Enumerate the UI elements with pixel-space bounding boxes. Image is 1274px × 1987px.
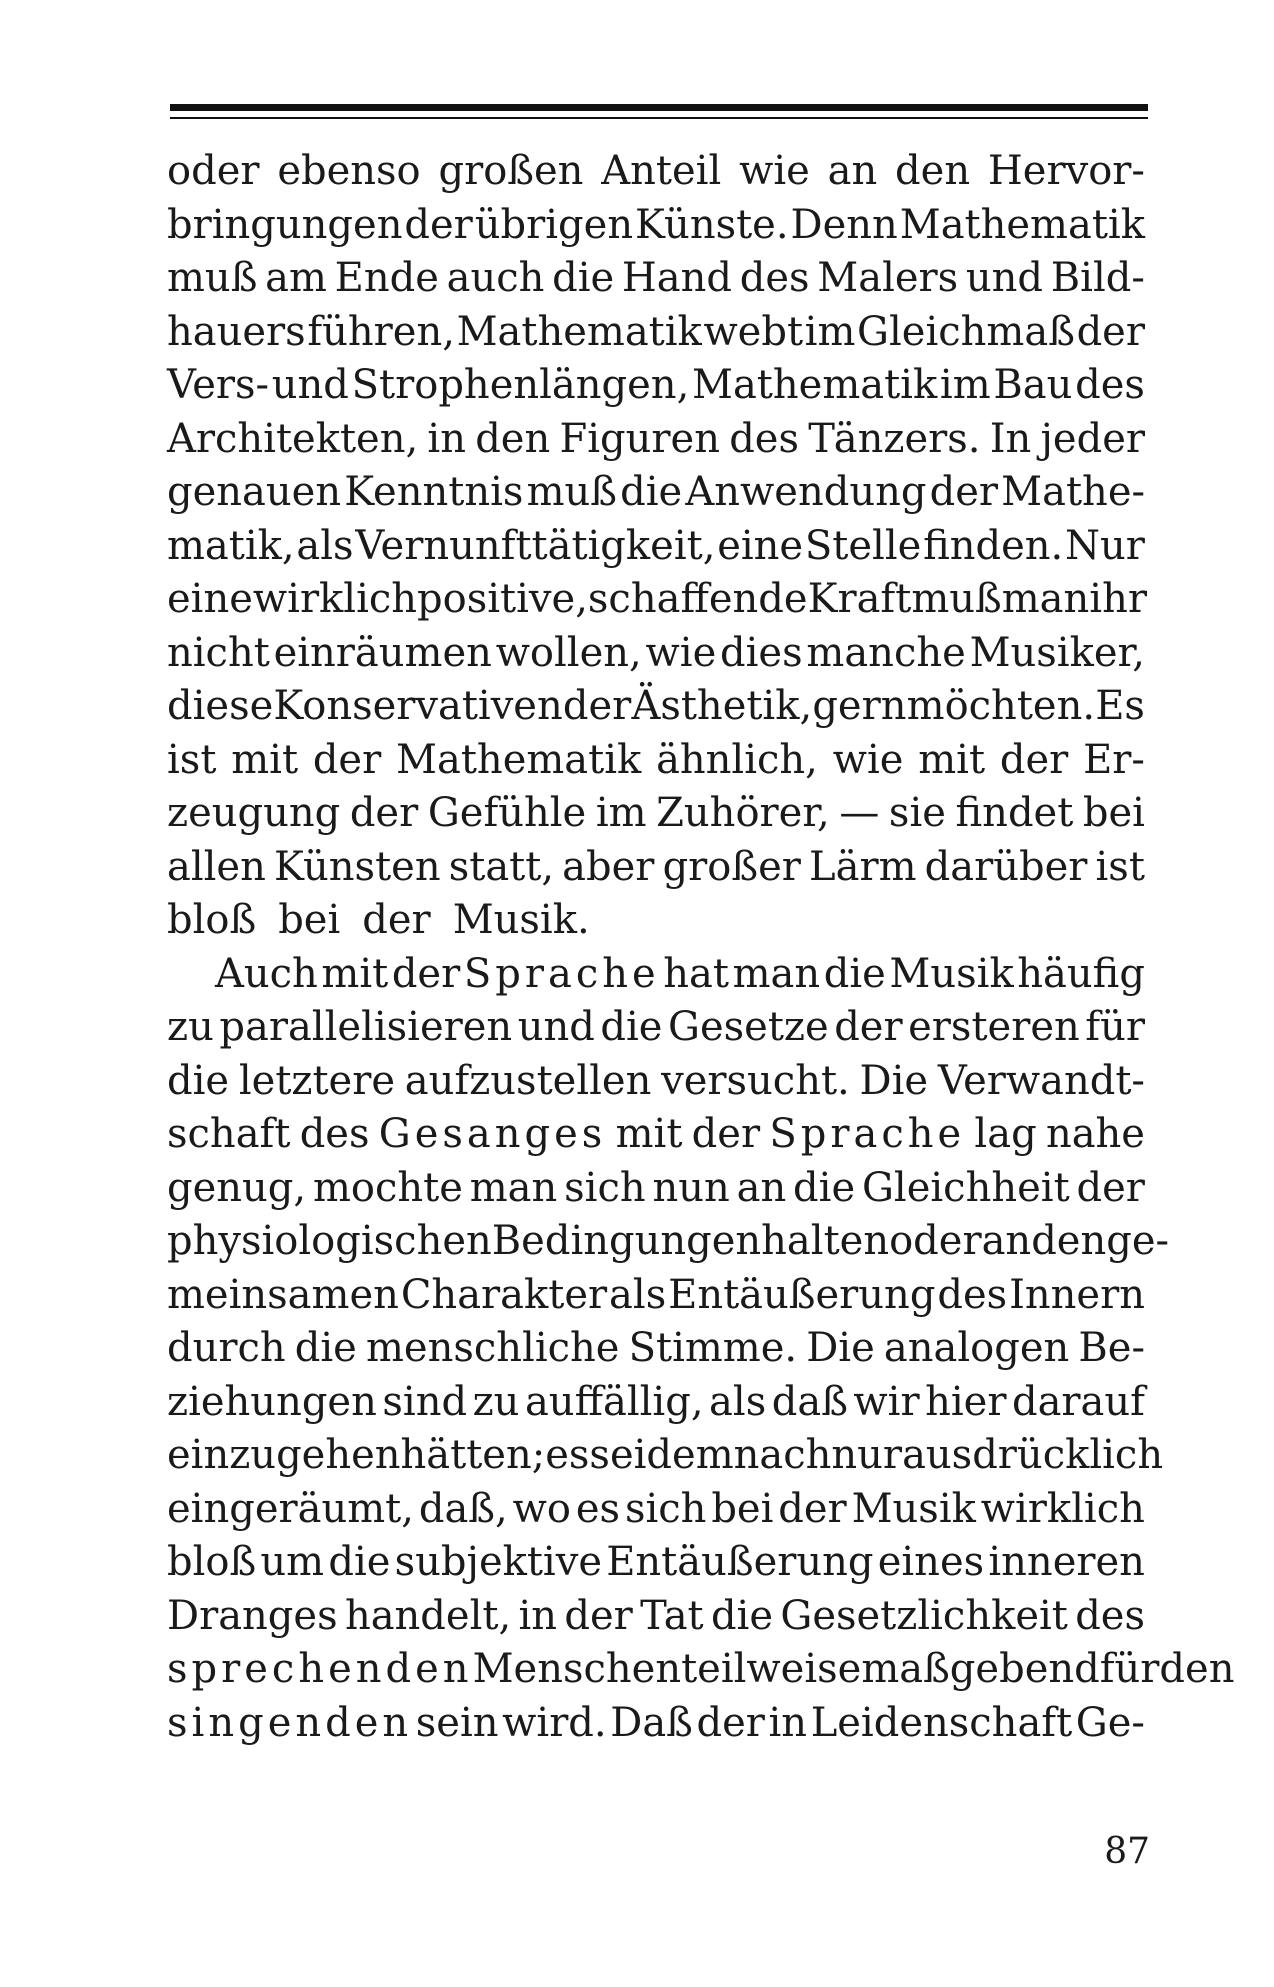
word: Künsten: [274, 843, 441, 890]
word: jeder: [1040, 415, 1145, 462]
text-line: [167, 787, 1145, 841]
word: analogen: [883, 1325, 1070, 1371]
word: die: [294, 1325, 357, 1371]
word: Bild-: [1050, 255, 1145, 301]
word: Vers-: [167, 362, 270, 408]
text-line: [167, 413, 1145, 467]
text-line: [167, 627, 1145, 681]
word: hier: [925, 1378, 1007, 1425]
word: an: [981, 1218, 1032, 1264]
text-line: [167, 359, 1145, 413]
word: Sprache: [769, 1111, 966, 1157]
word: des: [729, 415, 799, 462]
word: an: [736, 1164, 787, 1211]
word: den: [1031, 1218, 1107, 1264]
word: Hand: [621, 255, 733, 301]
word: in: [427, 415, 466, 462]
word: Mathematik: [692, 362, 938, 408]
word: Es: [1095, 683, 1145, 729]
word: Musik.: [452, 897, 590, 943]
word: meinsamen: [167, 1271, 399, 1318]
word: menschliche: [365, 1325, 620, 1371]
word: als: [296, 522, 354, 569]
text-line: [167, 894, 1145, 948]
text-line: [167, 1322, 1145, 1376]
word: in: [518, 1592, 558, 1639]
word: Die: [806, 1325, 875, 1371]
word: nur: [831, 1432, 903, 1478]
word: maßgebend: [861, 1646, 1100, 1692]
word: Malers: [817, 255, 959, 301]
word: physiologischen: [167, 1218, 492, 1264]
word: häufig: [1017, 950, 1145, 997]
header-rule: [170, 104, 1148, 119]
word: der: [391, 950, 461, 997]
word: Architekten,: [167, 415, 419, 462]
word: der: [1076, 308, 1145, 355]
text-line: [167, 1590, 1145, 1644]
word: schaft: [167, 1111, 291, 1157]
word: aber: [562, 843, 655, 890]
word: mit: [615, 1111, 683, 1157]
word: es: [575, 1485, 621, 1532]
text-line: [167, 466, 1145, 520]
word: wirklich: [252, 576, 418, 622]
word: Zuhörer,: [656, 790, 830, 836]
word: Hervor-: [987, 148, 1145, 194]
word: Verwandt-: [937, 1057, 1145, 1104]
word: Konservativen: [273, 683, 563, 729]
word: führen,: [307, 308, 455, 355]
text-line: [167, 1215, 1170, 1269]
word: des: [937, 1271, 1008, 1318]
word: ist: [1095, 843, 1145, 890]
word: wollen,: [495, 629, 642, 676]
word: hat: [663, 950, 729, 997]
text-line: [167, 734, 1145, 788]
word: hauers: [167, 308, 306, 355]
word: Figuren: [559, 415, 720, 462]
word: parallelisieren: [219, 1004, 513, 1050]
word: matik,: [167, 522, 295, 569]
word: Musik: [851, 1485, 976, 1532]
word: nicht: [167, 629, 270, 676]
word: die: [823, 950, 886, 997]
text-line: [167, 680, 1145, 734]
text-line: [167, 252, 1145, 306]
word: letztere: [238, 1057, 396, 1104]
word: dies: [720, 629, 803, 676]
word: die: [552, 255, 615, 301]
word: teilweise: [681, 1646, 862, 1692]
word: der: [999, 736, 1069, 783]
word: sich: [564, 1164, 646, 1211]
word: diese: [167, 683, 274, 729]
word: in: [768, 1699, 808, 1746]
word: der: [349, 790, 419, 836]
word: Gleichmaß: [857, 308, 1075, 355]
word: ge-: [1106, 1218, 1170, 1264]
word: im: [595, 790, 647, 836]
word: manche: [806, 629, 966, 676]
word: die: [600, 1004, 663, 1050]
word: bloß: [167, 1539, 257, 1585]
word: im: [804, 308, 856, 355]
word: daß,: [418, 1485, 508, 1532]
word: Stelle: [804, 522, 922, 569]
text-line: [167, 1643, 1235, 1697]
word: Künste.: [635, 201, 789, 248]
word: der: [312, 736, 382, 783]
word: großen: [438, 148, 584, 194]
word: Mathematik: [899, 201, 1145, 248]
word: Be-: [1078, 1325, 1145, 1371]
word: finden.: [923, 522, 1064, 569]
word: den: [895, 148, 971, 194]
word: allen: [167, 843, 266, 890]
word: muß: [526, 469, 617, 515]
word: Innern: [1009, 1271, 1145, 1318]
word: Leidenschaft: [810, 1699, 1073, 1746]
word: es: [545, 1432, 590, 1478]
word: Denn: [790, 201, 898, 248]
word: Auch: [215, 950, 318, 997]
word: Ge-: [1075, 1699, 1145, 1746]
word: nahe: [1045, 1111, 1145, 1157]
word: übrigen: [474, 201, 634, 248]
word: den: [1159, 1646, 1235, 1692]
word: sie: [888, 790, 946, 836]
word: Gleichheit: [861, 1164, 1070, 1211]
word: daß: [771, 1378, 848, 1425]
word: gern: [812, 683, 907, 729]
word: genug,: [167, 1164, 307, 1211]
word: Musiker,: [969, 629, 1145, 676]
text-line: [167, 1269, 1145, 1323]
word: Anwendung: [685, 469, 927, 515]
word: lag: [974, 1111, 1037, 1157]
word: wo: [512, 1485, 571, 1532]
text-line: [167, 199, 1145, 253]
word: Strophenlängen,: [351, 362, 690, 408]
word: halten: [761, 1218, 890, 1264]
word: —: [839, 790, 880, 836]
word: man: [469, 1164, 558, 1211]
word: positive,: [417, 576, 588, 622]
word: findet: [955, 790, 1074, 836]
word: Anteil: [601, 148, 722, 194]
word: ersteren: [908, 1004, 1080, 1050]
word: großer: [662, 843, 801, 890]
word: eine: [167, 576, 253, 622]
word: wie: [645, 629, 717, 676]
word: sein: [415, 1699, 499, 1746]
word: und: [965, 255, 1044, 301]
word: der: [691, 1111, 761, 1157]
word: sei: [589, 1432, 647, 1478]
word: webt: [703, 308, 804, 355]
word: der: [834, 1004, 903, 1050]
word: der: [1076, 1164, 1145, 1211]
word: der: [404, 201, 473, 248]
word: Kenntnis: [344, 469, 524, 515]
word: für: [1085, 1004, 1145, 1050]
word: Entäußerung: [668, 1271, 936, 1318]
word: des: [739, 255, 810, 301]
word: Bedingungen: [491, 1218, 762, 1264]
word: ebenso: [277, 148, 421, 194]
word: Gesanges: [378, 1111, 607, 1157]
word: wie: [739, 148, 810, 194]
word: die: [793, 1164, 856, 1211]
word: Vernunfttätigkeit,: [355, 522, 716, 569]
word: um: [260, 1539, 325, 1585]
word: wird.: [502, 1699, 607, 1746]
word: ihr: [1089, 576, 1147, 622]
word: des: [1075, 362, 1145, 408]
word: auffällig,: [524, 1378, 704, 1425]
word: Tat: [640, 1592, 704, 1639]
word: ist: [167, 736, 217, 783]
word: sind: [382, 1378, 468, 1425]
word: zu: [167, 1004, 214, 1050]
word: bringungen: [167, 201, 403, 248]
word: aufzustellen: [404, 1057, 652, 1104]
word: mit: [321, 950, 389, 997]
word: wirklich: [980, 1485, 1145, 1532]
word: Gesetze: [668, 1004, 829, 1050]
word: Tänzers.: [808, 415, 981, 462]
word: durch: [167, 1325, 286, 1371]
word: auch: [446, 255, 545, 301]
word: inneren: [988, 1539, 1145, 1585]
word: muß: [911, 576, 1002, 622]
word: eine: [717, 522, 804, 569]
word: genauen: [167, 469, 342, 515]
word: wie: [832, 736, 904, 783]
word: und: [517, 1004, 595, 1050]
word: einzugehen: [167, 1432, 401, 1478]
word: am: [265, 255, 327, 301]
word: der: [564, 1592, 633, 1639]
word: versucht.: [661, 1057, 850, 1104]
word: Ästhetik,: [631, 683, 813, 729]
word: Gefühle: [427, 790, 587, 836]
word: nun: [652, 1164, 730, 1211]
word: Stimme.: [628, 1325, 798, 1371]
word: Charakter: [400, 1271, 608, 1318]
word: die: [328, 1539, 391, 1585]
word: Menschen: [472, 1646, 682, 1692]
word: demnach: [646, 1432, 832, 1478]
text-line: [167, 1429, 1164, 1483]
word: Gesetzlichkeit: [780, 1592, 1068, 1639]
word: Daß: [610, 1699, 693, 1746]
word: der: [362, 897, 431, 943]
word: Sprache: [463, 950, 660, 997]
word: den: [475, 415, 551, 462]
word: des: [299, 1111, 370, 1157]
word: mit: [918, 736, 986, 783]
header-rule-thick: [170, 104, 1148, 111]
word: sich: [624, 1485, 707, 1532]
text-line: [167, 1536, 1145, 1590]
word: der: [778, 1485, 847, 1532]
word: der: [929, 469, 999, 515]
word: wir: [853, 1378, 920, 1425]
text-line: [167, 1001, 1145, 1055]
word: als: [609, 1271, 667, 1318]
word: ausdrücklich: [902, 1432, 1164, 1478]
word: oder: [889, 1218, 982, 1264]
word: die: [167, 1057, 230, 1104]
word: ähnlich,: [656, 736, 818, 783]
word: Ende: [334, 255, 439, 301]
text-line: [167, 1162, 1145, 1216]
word: oder: [167, 148, 260, 194]
word: Mathe-: [1001, 469, 1145, 515]
text-line: [167, 948, 1145, 1002]
word: die: [620, 469, 683, 515]
word: singenden: [167, 1699, 413, 1746]
word: Er-: [1083, 736, 1145, 783]
word: im: [939, 362, 991, 408]
word: Musik: [889, 950, 1014, 997]
word: handelt,: [344, 1592, 512, 1639]
word: bei: [1082, 790, 1145, 836]
text-line: [167, 1697, 1145, 1751]
word: Nur: [1065, 522, 1145, 569]
word: darauf: [1011, 1378, 1145, 1425]
text-line: [167, 145, 1145, 199]
word: der: [562, 683, 632, 729]
text-line: [167, 1376, 1145, 1430]
word: zu: [472, 1378, 520, 1425]
word: bei: [711, 1485, 774, 1532]
word: möchten.: [906, 683, 1096, 729]
word: an: [827, 148, 878, 194]
word: hätten;: [400, 1432, 546, 1478]
text-line: [167, 520, 1145, 574]
word: Bau: [993, 362, 1073, 408]
word: mit: [231, 736, 299, 783]
page-number: 87: [1104, 1831, 1150, 1872]
text-line: [167, 1055, 1145, 1109]
text-line: [167, 573, 1145, 627]
word: Lärm: [809, 843, 917, 890]
word: bei: [278, 897, 341, 943]
word: des: [1075, 1592, 1145, 1639]
word: Entäußerung: [606, 1539, 874, 1585]
word: Dranges: [167, 1592, 338, 1639]
word: Mathematik: [396, 736, 642, 783]
word: schaffende: [587, 576, 808, 622]
text-line: [167, 1483, 1145, 1537]
word: In: [989, 415, 1032, 462]
word: sprechenden: [167, 1646, 473, 1692]
word: muß: [167, 255, 258, 301]
word: statt,: [448, 843, 555, 890]
word: man: [732, 950, 821, 997]
header-rule-thin: [170, 117, 1148, 119]
word: der: [696, 1699, 765, 1746]
word: eines: [877, 1539, 985, 1585]
word: subjektive: [394, 1539, 602, 1585]
word: zeugung: [167, 790, 341, 836]
word: darüber: [924, 843, 1088, 890]
word: Die: [859, 1057, 929, 1104]
word: Kraft: [807, 576, 912, 622]
text-line: [167, 306, 1145, 360]
word: für: [1099, 1646, 1160, 1692]
word: bloß: [167, 897, 257, 943]
word: Mathematik: [456, 308, 702, 355]
text-line: [167, 841, 1145, 895]
word: mochte: [312, 1164, 463, 1211]
word: als: [709, 1378, 767, 1425]
word: und: [271, 362, 349, 408]
word: ziehungen: [167, 1378, 377, 1425]
word: eingeräumt,: [167, 1485, 414, 1532]
word: man: [1001, 576, 1090, 622]
body-text: [167, 145, 1235, 1750]
word: einräumen: [273, 629, 492, 676]
word: die: [710, 1592, 774, 1639]
text-line: [167, 1108, 1145, 1162]
